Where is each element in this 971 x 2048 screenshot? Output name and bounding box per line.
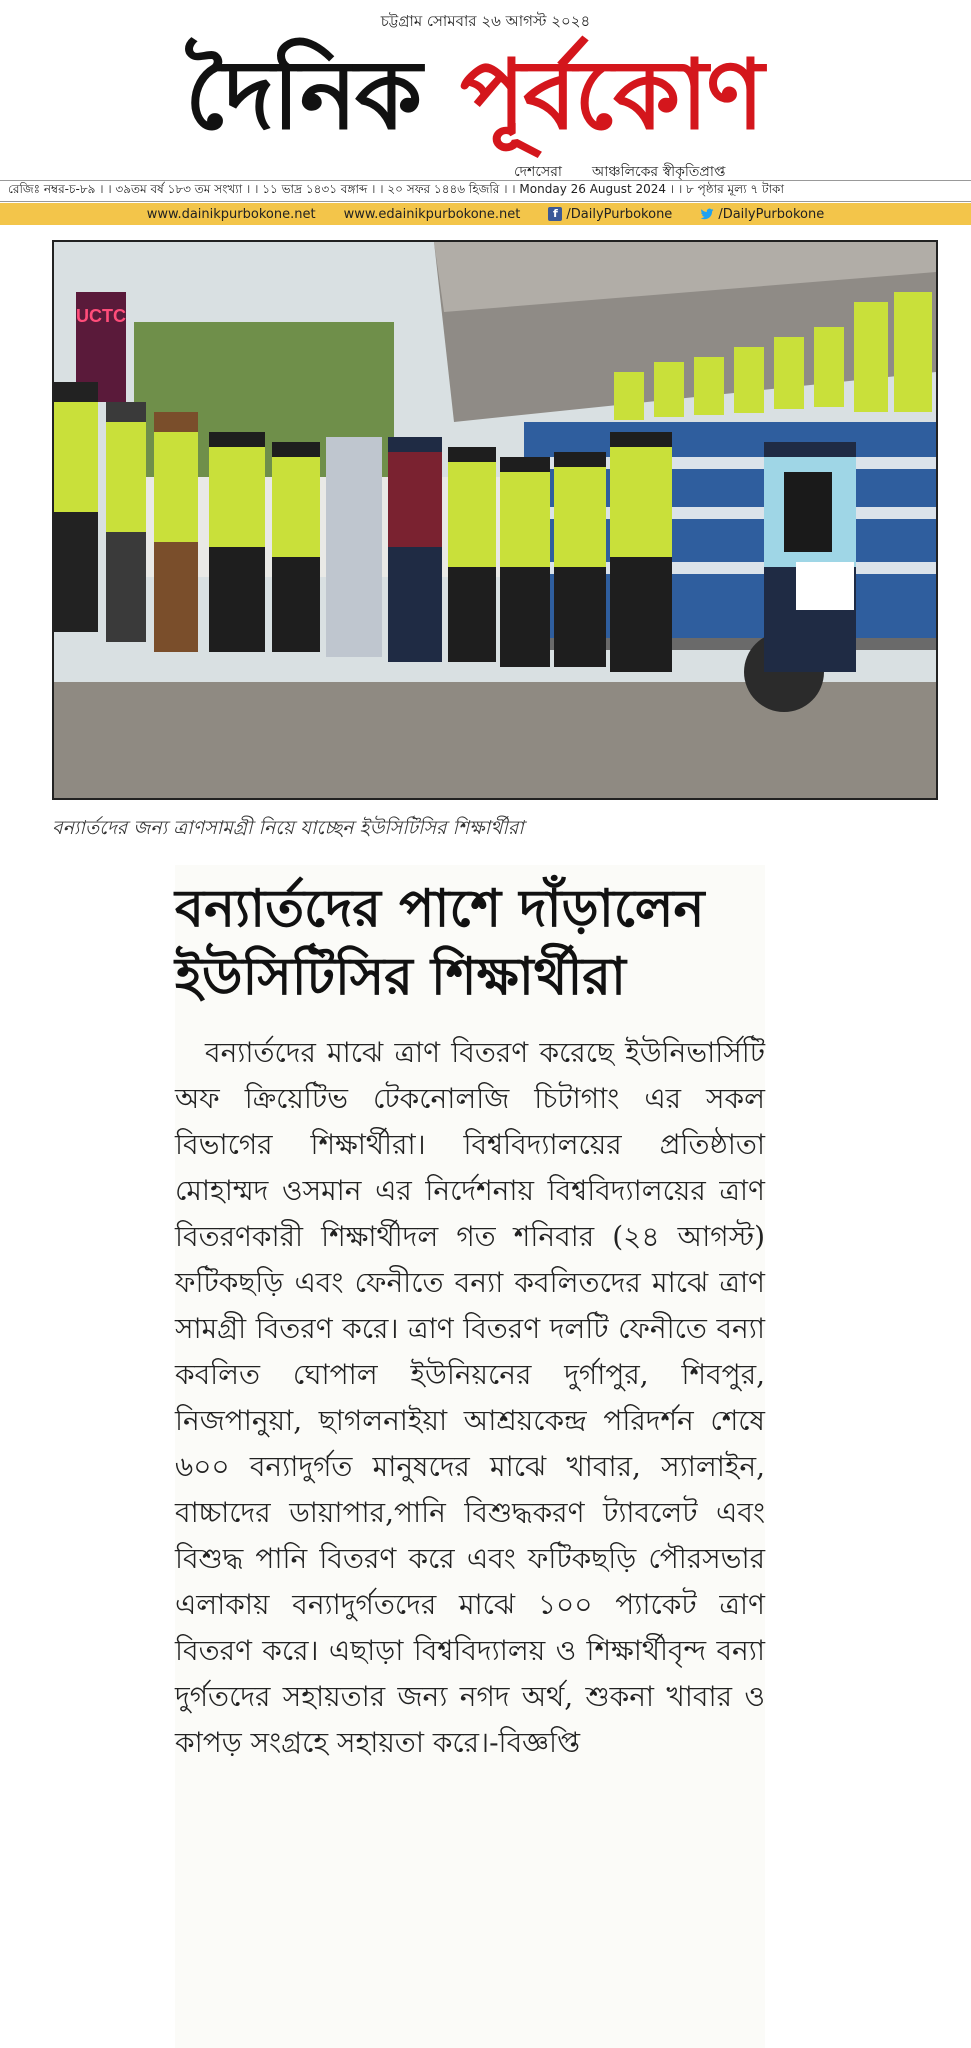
uctc-sign-text: UCTC xyxy=(76,306,126,326)
facebook-handle: /DailyPurbokone xyxy=(566,206,673,222)
news-photo xyxy=(52,240,938,800)
headline xyxy=(175,875,765,1011)
twitter-link[interactable] xyxy=(700,207,824,222)
masthead xyxy=(0,0,971,228)
logo-word-purbokone: পূর্বকোণ xyxy=(460,38,763,151)
article-body: বন্যার্তদের মাঝে ত্রাণ বিতরণ করেছে ইউনিভার্সিটি অফ ক্রিয়েটিভ টেকনোলজি চিটাগাং এর সকল বিভাগের শিক্ষার্থীরা। বিশ্ববিদ্যালয়ের প্রতিষ্ঠাতা মোহাম্মদ ওসমান এর নির্দেশনায় বিশ্ববিদ্যালয়ের ত্রাণ বিতরণকারী শিক্ষার্থীদল গত শনিবার (২৪ আগস্ট) ফটিকছড়ি এবং ফেনীতে বন্যা কবলিতদের মাঝে ত্রাণ সামগ্রী বিতরণ করে। ত্রাণ বিতরণ দলটি ফেনীতে বন্যা কবলিত ঘোপাল ইউনিয়নের দুর্গাপুর, শিবপুর, নিজপানুয়া, ছাগলনাইয়া আশ্রয়কেন্দ্র পরিদর্শন শেষে ৬০০ বন্যাদুর্গত মানুষদের মাঝে খাবার, স্যালাইন, বাচ্চাদের ডায়াপার,পানি বিশুদ্ধকরণ ট্যাবলেট এবং বিশুদ্ধ পানি বিতরণ করে এবং ফটিকছড়ি পৌরসভার এলাকায় বন্যাদুর্গতদের মাঝে ১০০ প্যাকেট ত্রাণ বিতরণ করে। এছাড়া বিশ্ববিদ্যালয় ও শিক্ষার্থীবৃন্দ বন্যা দুর্গতদের সহায়তার জন্য নগদ অর্থ, শুকনা খাবার ও কাপড় সংগ্রহে সহায়তা করে।-বিজ্ঞপ্তি xyxy=(175,1036,765,1759)
headline-line-1: বন্যার্তদের পাশে দাঁড়ালেন xyxy=(175,878,705,939)
facebook-link[interactable] xyxy=(548,207,672,222)
logo-word-dainik: দৈনিক xyxy=(185,38,421,151)
headline-line-2: ইউসিটিসির শিক্ষার্থীরা xyxy=(175,946,627,1007)
issue-info-strip xyxy=(0,180,971,202)
twitter-handle: /DailyPurbokone xyxy=(718,206,825,222)
website-link[interactable]: www.dainikpurbokone.net xyxy=(146,206,316,222)
tagline-left: দেশসেরা xyxy=(514,164,562,180)
newspaper-logo[interactable] xyxy=(185,30,805,160)
dateline: চট্টগ্রাম সোমবার ২৬ আগস্ট ২০২৪ xyxy=(380,12,591,30)
issue-info: রেজিঃ নম্বর-চ-৮৯ । । ৩৯তম বর্ষ ১৮৩ তম সংখ্যা । । ১১ ভাদ্র ১৪৩১ বঙ্গাব্দ । । ২০ সফর ১৪৪৬ হিজরি । । Monday 26 August 2024 । । ৮ পৃষ্ঠার মূল্য ৭ টাকা xyxy=(8,182,784,196)
article xyxy=(175,865,765,2048)
twitter-icon xyxy=(700,207,714,221)
facebook-icon: f xyxy=(548,207,562,221)
epaper-link[interactable]: www.edainikpurbokone.net xyxy=(343,206,521,222)
tagline-right: আঞ্চলিকের স্বীকৃতিপ্রাপ্ত xyxy=(592,164,726,180)
photo-caption: বন্যার্তদের জন্য ত্রাণসামগ্রী নিয়ে যাচ্ছেন ইউসিটিসির শিক্ষার্থীরা xyxy=(52,817,524,839)
url-bar xyxy=(0,203,971,225)
news-photo-illustration xyxy=(54,242,936,798)
